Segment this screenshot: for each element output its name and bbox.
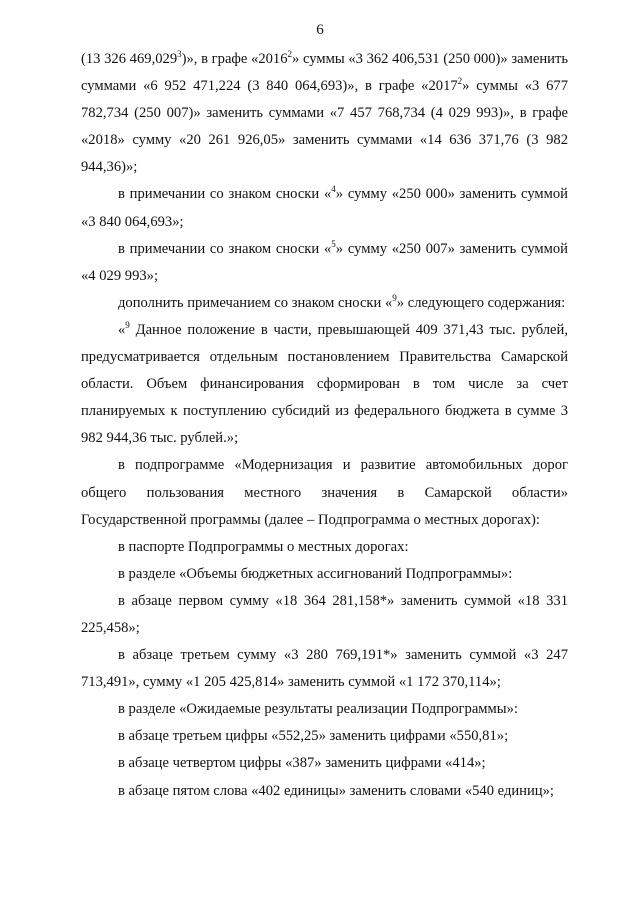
paragraph-results-fourth — [81, 750, 568, 777]
text-run: » суммы «3 362 406,531 (250 000)» заменить суммами «6 952 471,224 (3 840 064,693)», в графе «2017 — [81, 51, 568, 95]
text-run: в абзаце четвертом цифры «387» заменить цифрами «414»; — [118, 755, 486, 772]
text-run: дополнить примечанием со знаком сноски « — [118, 294, 393, 311]
text-run: в подпрограмме «Модернизация и развитие автомобильных дорог общего пользования местного значения в Самарской области» Государственной программы (далее – Подпрограмма о местных дорогах): — [81, 457, 568, 528]
document-body — [81, 46, 568, 805]
text-run: » следующего содержания: — [396, 294, 566, 311]
text-run: в примечании со знаком сноски « — [118, 186, 332, 203]
paragraph-footnote-4 — [81, 181, 568, 235]
paragraph-grafa-sums — [81, 46, 568, 181]
footnote-mark: 4 — [331, 184, 336, 195]
paragraph-subprogram-local-roads — [81, 452, 568, 533]
text-run: (13 326 469,029 — [81, 51, 178, 67]
paragraph-results-fifth — [81, 778, 568, 805]
text-run: в разделе «Объемы бюджетных ассигнований Подпрограммы»: — [118, 565, 513, 582]
footnote-mark: 2 — [287, 49, 293, 59]
paragraph-results-third — [81, 723, 568, 750]
text-run: )», в графе «2016 — [181, 51, 288, 67]
paragraph-passport — [81, 534, 568, 561]
paragraph-footnote-5 — [81, 236, 568, 290]
paragraph-abzac-third — [81, 642, 568, 696]
footnote-mark: 2 — [457, 76, 463, 87]
text-run: в абзаце первом сумму «18 364 281,158*» заменить суммой «18 331 225,458»; — [81, 592, 568, 636]
text-run: » суммы «3 677 782,734 (250 007)» заменить суммами «7 457 768,734 (4 029 993)», в графе «2018» сумму «20 261 926,05» заменить суммами «14 636 371,76 (3 982 944,36)»; — [81, 78, 568, 176]
footnote-mark: 3 — [177, 49, 182, 59]
text-run: Данное положение в части, превышающей 409 371,43 тыс. рублей, предусматривается отдельным постановлением Правительства Самарской области. Объем финансирования сформирован в том числе за счет планируемых к поступлению субсидий из федерального бюджета в сумме 3 982 944,36 тыс. рублей.»; — [81, 321, 568, 447]
text-run: в абзаце третьем цифры «552,25» заменить цифрами «550,81»; — [118, 728, 509, 745]
paragraph-add-footnote-9 — [81, 290, 568, 317]
text-run: » сумму «250 007» заменить суммой «4 029 993»; — [81, 240, 568, 284]
footnote-mark: 5 — [331, 238, 336, 249]
text-run: » сумму «250 000» заменить суммой «3 840 064,693»; — [81, 186, 568, 230]
text-run: в абзаце третьем сумму «3 280 769,191*» заменить суммой «3 247 713,491», сумму «1 205 425,814» заменить суммой «1 172 370,114»; — [81, 647, 568, 691]
text-run: в паспорте Подпрограммы о местных дорогах: — [118, 538, 409, 555]
paragraph-abzac-first — [81, 588, 568, 642]
text-run: в абзаце пятом слова «402 единицы» заменить словами «540 единиц»; — [118, 782, 554, 799]
text-run: « — [118, 321, 126, 338]
paragraph-section-results — [81, 696, 568, 723]
page-number: 6 — [316, 22, 324, 38]
footnote-mark: 9 — [392, 292, 397, 303]
paragraph-footnote-9-text — [81, 317, 568, 452]
text-run: в разделе «Ожидаемые результаты реализации Подпрограммы»: — [118, 701, 518, 718]
text-run: в примечании со знаком сноски « — [118, 240, 332, 257]
footnote-mark: 9 — [125, 319, 130, 330]
paragraph-section-budget — [81, 561, 568, 588]
